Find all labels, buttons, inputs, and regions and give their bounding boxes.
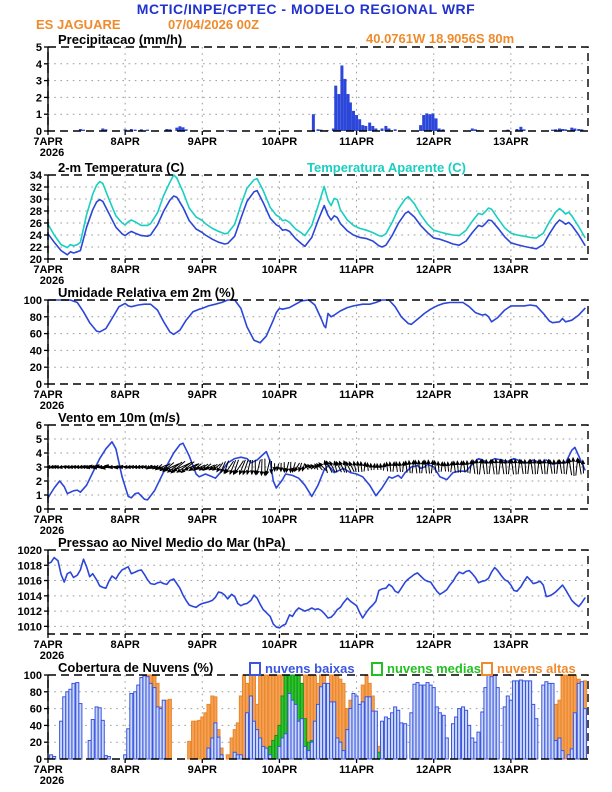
svg-text:3: 3: [35, 462, 42, 474]
svg-text:80: 80: [29, 311, 42, 324]
pressure-line: [48, 558, 585, 628]
svg-text:8APR: 8APR: [110, 514, 140, 526]
svg-text:1010: 1010: [17, 621, 42, 634]
svg-text:12APR: 12APR: [415, 764, 452, 776]
svg-text:7APR: 7APR: [33, 764, 63, 776]
svg-text:2026: 2026: [39, 147, 65, 159]
svg-text:6: 6: [35, 420, 42, 432]
svg-text:1020: 1020: [17, 545, 42, 557]
svg-text:13APR: 13APR: [493, 514, 529, 526]
svg-text:13APR: 13APR: [493, 764, 529, 776]
panel-precipitation: [33, 42, 588, 159]
svg-text:20: 20: [29, 737, 42, 750]
svg-text:2026: 2026: [39, 275, 65, 287]
svg-text:13APR: 13APR: [493, 136, 529, 148]
svg-text:4: 4: [35, 448, 42, 460]
legend-swatch-low-clouds: [249, 662, 261, 676]
station-name: ES JAGUARE: [36, 17, 121, 32]
svg-text:0: 0: [35, 754, 42, 766]
svg-text:1: 1: [35, 490, 42, 502]
svg-text:11APR: 11APR: [339, 764, 375, 776]
svg-text:10APR: 10APR: [261, 389, 298, 401]
panel-pressure: [18, 545, 588, 662]
svg-text:2026: 2026: [39, 775, 65, 787]
legend-label-high-clouds: nuvens altas: [497, 661, 576, 676]
svg-text:10APR: 10APR: [261, 264, 298, 276]
svg-text:80: 80: [29, 686, 42, 699]
svg-text:100: 100: [23, 670, 42, 682]
svg-text:9APR: 9APR: [187, 639, 217, 651]
panel-clouds: [24, 670, 588, 787]
svg-text:13APR: 13APR: [493, 639, 529, 651]
svg-text:12APR: 12APR: [415, 136, 452, 148]
svg-text:11APR: 11APR: [339, 264, 375, 276]
legend-label-mid-clouds: nuvens medias: [387, 661, 481, 676]
svg-text:9APR: 9APR: [187, 389, 217, 401]
svg-text:9APR: 9APR: [187, 514, 217, 526]
svg-text:22: 22: [29, 242, 42, 254]
legend-swatch-mid-clouds: [371, 662, 383, 676]
svg-text:11APR: 11APR: [339, 514, 375, 526]
svg-text:4: 4: [35, 58, 42, 71]
svg-text:40: 40: [29, 345, 42, 358]
svg-text:32: 32: [29, 182, 42, 194]
svg-text:9APR: 9APR: [187, 136, 217, 148]
precipitation-bars: [79, 65, 583, 131]
svg-text:8APR: 8APR: [110, 264, 140, 276]
svg-text:2026: 2026: [39, 650, 65, 662]
legend-nuvens-medias: [371, 661, 481, 676]
svg-text:12APR: 12APR: [415, 514, 452, 526]
panel-title-precipitation: Precipitacao (mm/h): [58, 32, 183, 47]
svg-text:1014: 1014: [17, 590, 42, 603]
svg-text:7APR: 7APR: [33, 136, 63, 148]
humidity-line: [48, 300, 585, 343]
svg-text:7APR: 7APR: [33, 264, 63, 276]
svg-text:12APR: 12APR: [415, 639, 452, 651]
svg-text:8APR: 8APR: [110, 639, 140, 651]
svg-text:3: 3: [35, 75, 42, 88]
legend-label-low-clouds: nuvens baixas: [265, 661, 355, 676]
svg-text:12APR: 12APR: [415, 264, 452, 276]
panel-title-temperature: 2-m Temperatura (C): [58, 160, 185, 175]
svg-text:7APR: 7APR: [33, 389, 63, 401]
apparent-temperature-label: Temperatura Aparente (C): [307, 160, 466, 175]
svg-text:2026: 2026: [39, 525, 65, 537]
svg-text:11APR: 11APR: [339, 136, 375, 148]
svg-text:10APR: 10APR: [261, 136, 298, 148]
svg-text:0: 0: [35, 126, 42, 138]
svg-text:28: 28: [29, 206, 42, 218]
panel-title-pressure: Pressao ao Nivel Medio do Mar (hPa): [58, 535, 286, 550]
svg-text:10APR: 10APR: [261, 764, 298, 776]
svg-text:5: 5: [35, 42, 42, 54]
svg-text:11APR: 11APR: [339, 389, 375, 401]
svg-text:2: 2: [35, 476, 42, 488]
svg-text:10APR: 10APR: [261, 639, 298, 651]
svg-text:9APR: 9APR: [187, 764, 217, 776]
svg-text:8APR: 8APR: [110, 136, 140, 148]
model-run-datetime: 07/04/2026 00Z: [168, 17, 260, 32]
svg-text:13APR: 13APR: [493, 389, 529, 401]
svg-text:0: 0: [35, 504, 42, 516]
legend-swatch-high-clouds: [481, 662, 493, 676]
svg-text:1016: 1016: [17, 575, 42, 588]
legend-nuvens-baixas: [249, 661, 355, 676]
svg-text:26: 26: [29, 218, 42, 230]
svg-text:9APR: 9APR: [187, 264, 217, 276]
svg-text:20: 20: [29, 362, 42, 375]
legend-nuvens-altas: [481, 661, 576, 676]
svg-text:24: 24: [29, 230, 42, 242]
panel-title-clouds: Cobertura de Nuvens (%): [58, 660, 214, 675]
panel-title-humidity: Umidade Relativa em 2m (%): [58, 285, 236, 300]
svg-text:7APR: 7APR: [33, 639, 63, 651]
svg-text:12APR: 12APR: [415, 389, 452, 401]
svg-text:11APR: 11APR: [339, 639, 375, 651]
temperature-line: [48, 191, 585, 255]
wind-line: [48, 442, 585, 500]
svg-text:2026: 2026: [39, 400, 65, 412]
svg-text:2: 2: [35, 92, 42, 105]
svg-text:30: 30: [29, 194, 42, 206]
svg-text:60: 60: [29, 703, 42, 716]
svg-text:13APR: 13APR: [493, 264, 529, 276]
panel-wind: [33, 420, 588, 537]
svg-text:1: 1: [35, 109, 42, 122]
station-coordinates: 40.0761W 18.9056S 80m: [366, 31, 515, 46]
svg-text:8APR: 8APR: [110, 764, 140, 776]
svg-text:7APR: 7APR: [33, 514, 63, 526]
svg-text:1012: 1012: [17, 606, 42, 619]
svg-text:20: 20: [29, 254, 42, 266]
svg-text:1018: 1018: [17, 560, 42, 573]
svg-text:8APR: 8APR: [110, 389, 140, 401]
page-title: MCTIC/INPE/CPTEC - MODELO REGIONAL WRF: [136, 1, 476, 17]
panel-temperature: [30, 170, 588, 287]
svg-text:34: 34: [29, 170, 42, 182]
svg-text:0: 0: [35, 379, 42, 391]
svg-text:10APR: 10APR: [261, 514, 298, 526]
panel-title-wind: Vento em 10m (m/s): [58, 410, 181, 425]
svg-text:40: 40: [29, 720, 42, 733]
svg-text:100: 100: [23, 295, 42, 307]
svg-text:60: 60: [29, 328, 42, 341]
panel-humidity: [24, 295, 588, 412]
svg-text:5: 5: [35, 434, 42, 446]
